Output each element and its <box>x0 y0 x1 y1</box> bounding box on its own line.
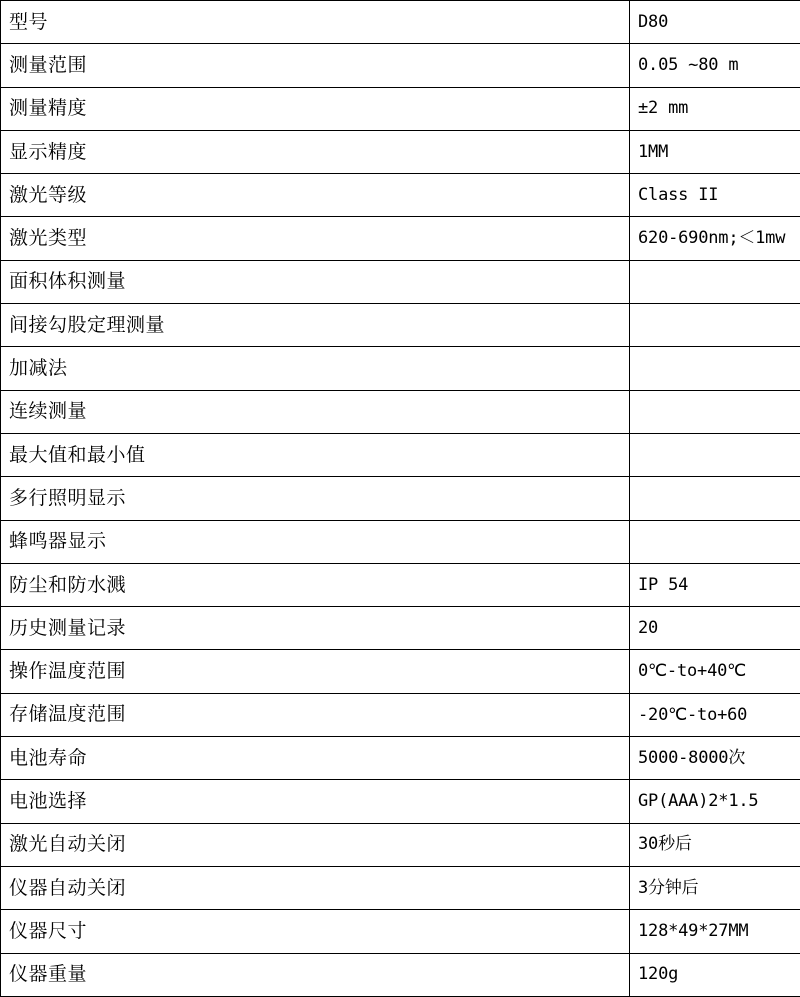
spec-value <box>630 347 800 390</box>
table-row <box>1 866 800 909</box>
spec-value: 0℃-to+40℃ <box>630 650 800 693</box>
table-row <box>1 87 800 130</box>
table-row <box>1 433 800 476</box>
spec-label: 测量精度 <box>1 87 630 130</box>
spec-label: 电池选择 <box>1 780 630 823</box>
spec-value: -20℃-to+60 <box>630 693 800 736</box>
table-row <box>1 44 800 87</box>
spec-value: GP(AAA)2*1.5 <box>630 780 800 823</box>
table-row <box>1 477 800 520</box>
table-row <box>1 693 800 736</box>
table-row <box>1 607 800 650</box>
spec-label: 激光类型 <box>1 217 630 260</box>
spec-label: 测量范围 <box>1 44 630 87</box>
spec-label: 仪器尺寸 <box>1 910 630 953</box>
spec-value <box>630 304 800 347</box>
spec-value: 20 <box>630 607 800 650</box>
table-row <box>1 823 800 866</box>
spec-label: 多行照明显示 <box>1 477 630 520</box>
spec-value: 120g <box>630 953 800 996</box>
spec-value: 0.05 ~80 m <box>630 44 800 87</box>
spec-label: 电池寿命 <box>1 737 630 780</box>
table-row <box>1 347 800 390</box>
spec-label: 面积体积测量 <box>1 260 630 303</box>
spec-value: 30秒后 <box>630 823 800 866</box>
table-row <box>1 130 800 173</box>
table-row <box>1 650 800 693</box>
table-row <box>1 737 800 780</box>
spec-value: 128*49*27MM <box>630 910 800 953</box>
table-row <box>1 217 800 260</box>
spec-value <box>630 520 800 563</box>
table-row <box>1 780 800 823</box>
table-row <box>1 910 800 953</box>
table-row <box>1 953 800 996</box>
table-row <box>1 174 800 217</box>
spec-label: 仪器自动关闭 <box>1 866 630 909</box>
table-row <box>1 520 800 563</box>
spec-value <box>630 477 800 520</box>
spec-value: Class II <box>630 174 800 217</box>
spec-value <box>630 390 800 433</box>
spec-label: 激光自动关闭 <box>1 823 630 866</box>
spec-label: 仪器重量 <box>1 953 630 996</box>
spec-label: 连续测量 <box>1 390 630 433</box>
spec-value <box>630 433 800 476</box>
table-row <box>1 1 800 44</box>
spec-label: 历史测量记录 <box>1 607 630 650</box>
spec-value <box>630 260 800 303</box>
spec-value: ±2 mm <box>630 87 800 130</box>
specifications-table-body <box>1 1 800 997</box>
table-row <box>1 304 800 347</box>
spec-value: 5000-8000次 <box>630 737 800 780</box>
spec-label: 存储温度范围 <box>1 693 630 736</box>
spec-label: 最大值和最小值 <box>1 433 630 476</box>
spec-label: 型号 <box>1 1 630 44</box>
spec-label: 蜂鸣器显示 <box>1 520 630 563</box>
spec-value: IP 54 <box>630 563 800 606</box>
spec-label: 间接勾股定理测量 <box>1 304 630 347</box>
table-row <box>1 390 800 433</box>
spec-value: 3分钟后 <box>630 866 800 909</box>
spec-label: 防尘和防水溅 <box>1 563 630 606</box>
spec-value: D80 <box>630 1 800 44</box>
spec-value: 620-690nm;＜1mw <box>630 217 800 260</box>
table-row <box>1 563 800 606</box>
table-row <box>1 260 800 303</box>
spec-label: 加减法 <box>1 347 630 390</box>
spec-label: 操作温度范围 <box>1 650 630 693</box>
spec-label: 显示精度 <box>1 130 630 173</box>
spec-label: 激光等级 <box>1 174 630 217</box>
spec-value: 1MM <box>630 130 800 173</box>
